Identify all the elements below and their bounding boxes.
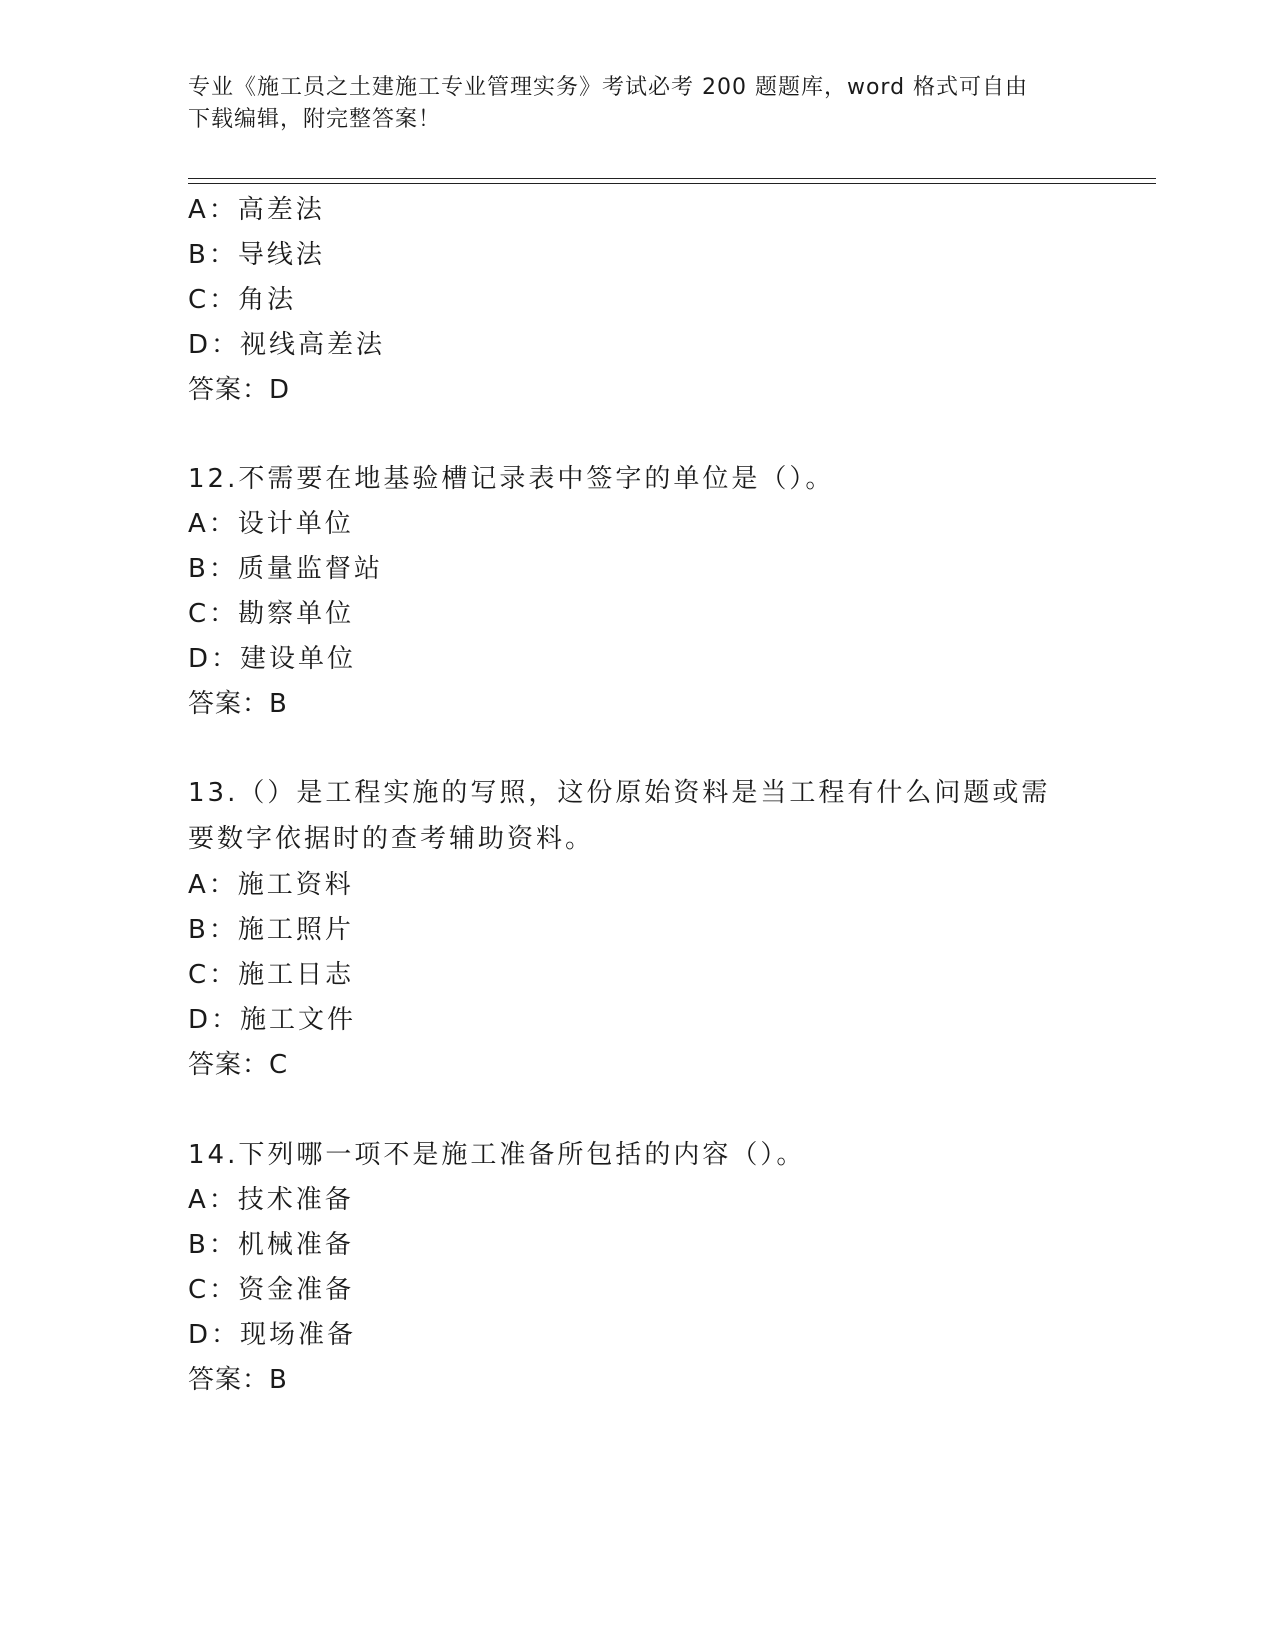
- q11-option-c: C：角法: [188, 285, 297, 315]
- document-header: [188, 72, 1068, 136]
- q12-option-d: D：建设单位: [188, 644, 357, 674]
- q12-stem: 12.不需要在地基验槽记录表中签字的单位是（）。: [188, 464, 835, 494]
- header-line-2: 下载编辑，附完整答案！: [188, 107, 442, 132]
- q11-answer: 答案：D: [188, 375, 291, 405]
- q11-option-b: B：导线法: [188, 240, 325, 270]
- q11-option-a: A：高差法: [188, 195, 325, 225]
- q14-option-a: A：技术准备: [188, 1185, 354, 1215]
- q14-answer: 答案：B: [188, 1365, 288, 1395]
- q12-answer: 答案：B: [188, 689, 288, 719]
- q11-option-d: D：视线高差法: [188, 330, 386, 360]
- q13-option-c: C：施工日志: [188, 960, 355, 990]
- header-divider-top: [188, 178, 1156, 179]
- q13-option-b: B：施工照片: [188, 915, 354, 945]
- q13-option-d: D：施工文件: [188, 1005, 357, 1035]
- q13-answer: 答案：C: [188, 1050, 289, 1080]
- q14-option-b: B：机械准备: [188, 1230, 354, 1260]
- q14-stem: 14.下列哪一项不是施工准备所包括的内容（）。: [188, 1140, 806, 1170]
- q12-option-a: A：设计单位: [188, 509, 354, 539]
- q12-option-b: B：质量监督站: [188, 554, 383, 584]
- q13-stem: 13.（）是工程实施的写照，这份原始资料是当工程有什么问题或需要数字依据时的查考辅助资料。: [188, 778, 1051, 854]
- header-divider-bottom: [188, 183, 1156, 184]
- q14-option-d: D：现场准备: [188, 1320, 357, 1350]
- q14-option-c: C：资金准备: [188, 1275, 355, 1305]
- q12-option-c: C：勘察单位: [188, 599, 355, 629]
- q13-option-a: A：施工资料: [188, 870, 354, 900]
- header-line-1: 专业《施工员之土建施工专业管理实务》考试必考 200 题题库，word 格式可自由: [188, 75, 1029, 100]
